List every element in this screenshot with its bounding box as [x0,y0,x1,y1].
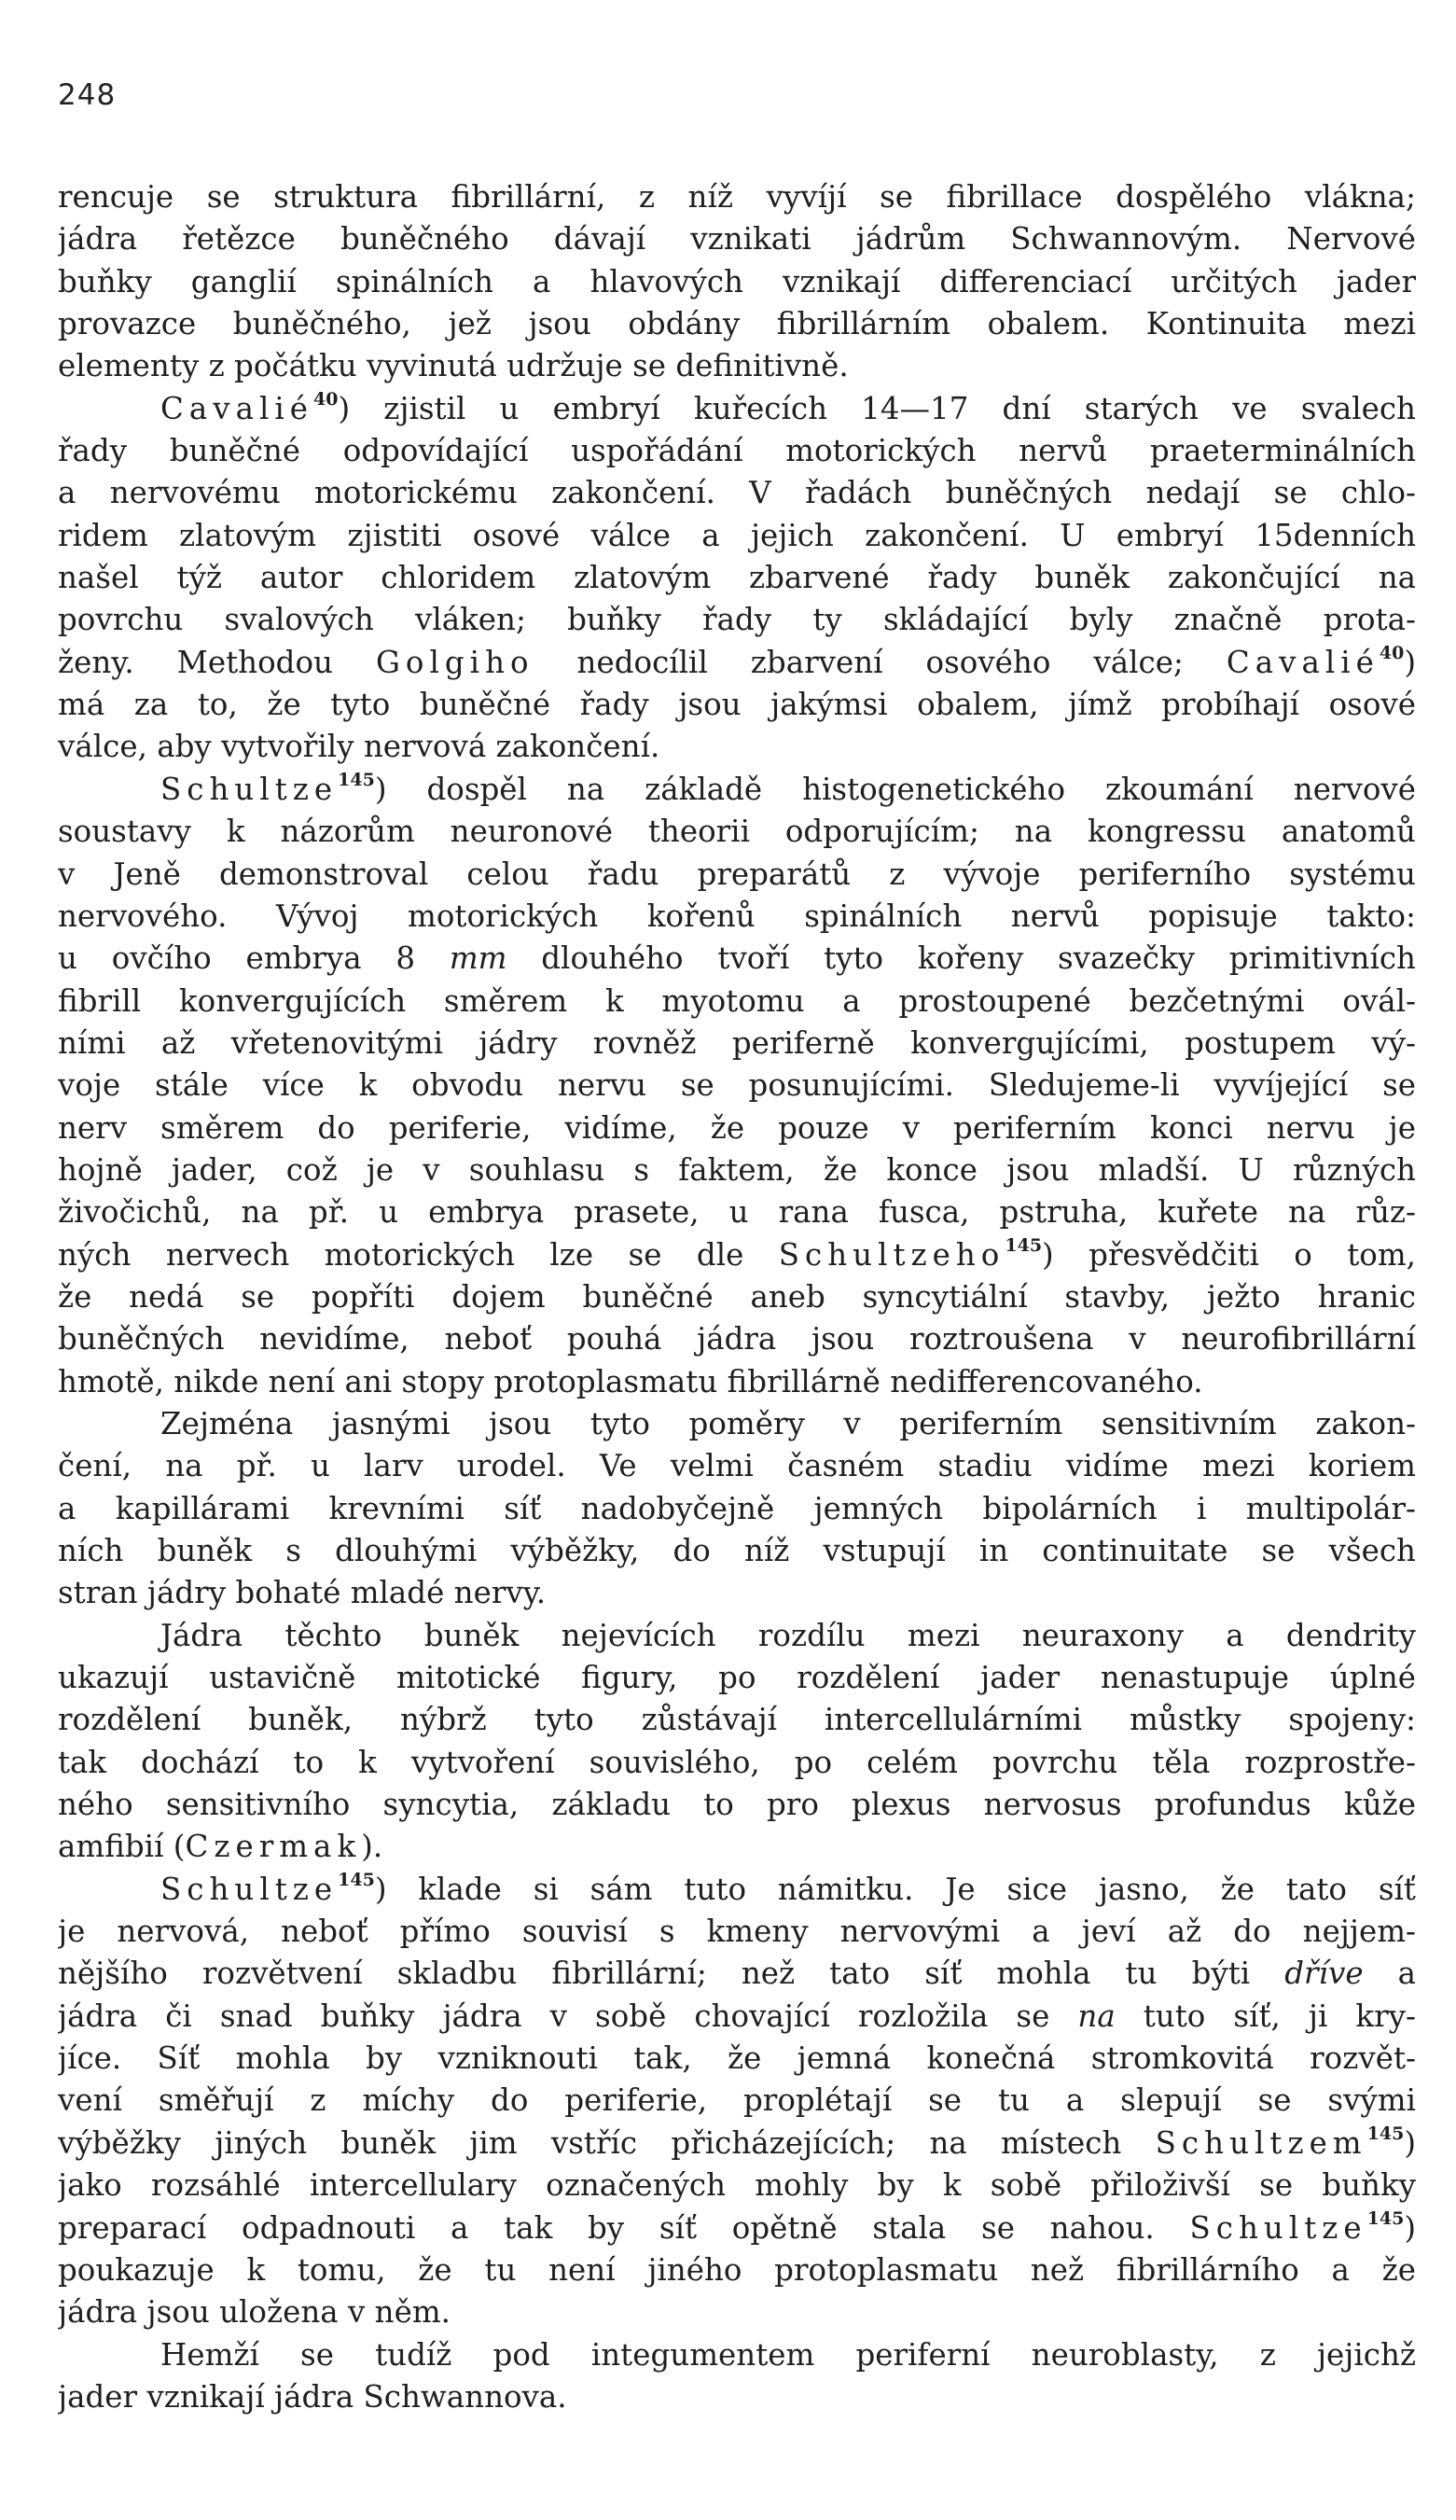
text-line: jádra či snad buňky jádra v sobě chovající rozložila se na tuto síť, ji kry- [58,1998,1416,2034]
text-line: ními až vřetenovitými jádry rovněž periferně konvergujícími, postupem vý- [58,1024,1416,1061]
page-number: 248 [58,78,117,112]
text-line: našel týž autor chloridem zlatovým zbarvené řady buněk zakončující na [58,560,1416,596]
paragraph [58,388,1416,769]
text-line: je nervová, neboť přímo souvisí s kmeny nervovými a jeví až do nejjem- [58,1914,1416,1950]
text-line: elementy z počátku vyvinutá udržuje se definitivně. [58,348,849,384]
paragraph [58,1615,1416,1869]
text-line: Jádra těchto buněk nejevících rozdílu mezi neuraxony a dendrity [160,1617,1416,1653]
text-line: fibrill konvergujících směrem k myotomu a prostoupené bezčetnými ovál- [58,982,1416,1019]
text-line: rozdělení buněk, nýbrž tyto zůstávají intercellulárními můstky spojeny: [58,1702,1416,1738]
text-line: a kapillárami krevními síť nadobyčejně jemných bipolárních i multipolár- [58,1490,1416,1526]
text-line: řady buněčné odpovídající uspořádání motorických nervů praeterminálních [58,433,1416,469]
text-line: čení, na př. u larv urodel. Ve velmi časném stadiu vidíme mezi koriem [58,1448,1416,1484]
text-line: Schultze$^{145}$) klade si sám tuto námitku. Je sice jasno, že tato síť [160,1869,1416,1907]
text-line: stran jádry bohaté mladé nervy. [58,1575,547,1611]
text-line: preparací odpadnouti a tak by síť opětně stala se nahou. Schultze$^{145}$) [58,2207,1416,2246]
text-line: Hemží se tudíž pod integumentem periferní neuroblasty, z jejichž [160,2336,1416,2373]
text-line: poukazuje k tomu, že tu není jiného protoplasmatu než fibrillárního a že [58,2251,1416,2288]
text-line: provazce buněčného, jež jsou obdány fibrillárním obalem. Kontinuita mezi [58,306,1416,342]
text-line: Zejména jasnými jsou tyto poměry v periferním sensitivním zakon- [160,1405,1416,1441]
text-line: ních buněk s dlouhými výběžky, do níž vstupují in continuitate se všech [58,1533,1416,1568]
text-line: rencuje se struktura fibrillární, z níž vyvíjí se fibrillace dospělého vlákna; [58,179,1416,215]
text-line: hmotě, nikde není ani stopy protoplasmatu fibrillárně nedifferencovaného. [58,1363,1203,1399]
text-line: ukazují ustavičně mitotické figury, po rozdělení jader nenastupuje úplné [58,1660,1416,1696]
text-line: jako rozsáhlé intercellulary označených mohly by k sobě přiloživší se buňky [58,2167,1416,2204]
paragraph [58,1869,1416,2334]
paragraph [58,769,1416,1403]
text-line: buněčných nevidíme, neboť pouhá jádra jsou roztroušena v neurofibrillární [58,1321,1416,1357]
text-line: vení směřují z míchy do periferie, proplétají se tu a slepují se svými [58,2082,1416,2119]
text-line: živočichů, na př. u embrya prasete, u rana fusca, pstruha, kuřete na růz- [58,1194,1416,1231]
text-line: a nervovému motorickému zakončení. V řadách buněčných nedají se chlo- [58,475,1416,511]
text-line: povrchu svalových vláken; buňky řady ty skládající byly značně prota- [58,602,1416,638]
paragraph [58,2334,1416,2419]
text-line: soustavy k názorům neuronové theorii odporujícím; na kongressu anatomů [58,814,1416,850]
text-line: nějšího rozvětvení skladbu fibrillární; než tato síť mohla tu býti dříve a [58,1956,1416,1992]
text-line: amfibií (Czermak). [58,1829,383,1865]
text-line: má za to, že tyto buněčné řady jsou jakýmsi obalem, jímž probíhají osové [58,687,1416,723]
text-line: jíce. Síť mohla by vzniknouti tak, že jemná konečná stromkovitá rozvět- [58,2040,1416,2077]
text-line: Cavalié$^{40}$) zjistil u embryí kuřecích 14—17 dní starých ve svalech [160,388,1416,426]
text-line: válce, aby vytvořily nervová zakončení. [58,729,660,765]
paragraph [58,1403,1416,1615]
text-line: ženy. Methodou Golgiho nedocílil zbarvení osového válce; Cavalié$^{40}$) [58,642,1416,680]
text-line: nerv směrem do periferie, vidíme, že pouze v periferním konci nervu je [58,1109,1416,1146]
text-line: ných nervech motorických lze se dle Schultzeho$^{145}$) přesvědčiti o tom, [58,1234,1416,1273]
text-line: jádra řetězce buněčného dávají vznikati jádrům Schwannovým. Nervové [58,221,1416,258]
text-line: voje stále více k obvodu nervu se posunujícími. Sledujeme-li vyvíjející se [58,1067,1416,1104]
text-line: jádra jsou uložena v něm. [58,2294,451,2331]
text-line: tak dochází to k vytvoření souvislého, po celém povrchu těla rozprostře- [58,1744,1416,1780]
text-line: Schultze$^{145}$) dospěl na základě histogenetického zkoumání nervové [160,769,1416,807]
text-line: hojně jader, což je v souhlasu s faktem, že konce jsou mladší. U různých [58,1151,1416,1188]
text-line: ridem zlatovým zjistiti osové válce a jejich zakončení. U embryí 15denních [58,517,1416,553]
text-line: ného sensitivního syncytia, základu to pro plexus nervosus profundus kůže [58,1787,1416,1823]
body-text [58,176,1416,2418]
text-line: že nedá se popříti dojem buněčné aneb syncytiální stavby, ježto hranic [58,1278,1416,1315]
paragraph [58,176,1416,388]
text-line: výběžky jiných buněk jim vstříc přicházejících; na místech Schultzem$^{145}$) [58,2123,1416,2161]
text-line: v Jeně demonstroval celou řadu preparátů z vývoje periferního systému [58,856,1416,892]
text-line: jader vznikají jádra Schwannova. [58,2378,567,2415]
text-line: u ovčího embrya 8 mm dlouhého tvoří tyto kořeny svazečky primitivních [58,940,1416,977]
text-line: buňky ganglií spinálních a hlavových vznikají differenciací určitých jader [58,263,1416,299]
text-line: nervového. Vývoj motorických kořenů spinálních nervů popisuje takto: [58,898,1416,934]
